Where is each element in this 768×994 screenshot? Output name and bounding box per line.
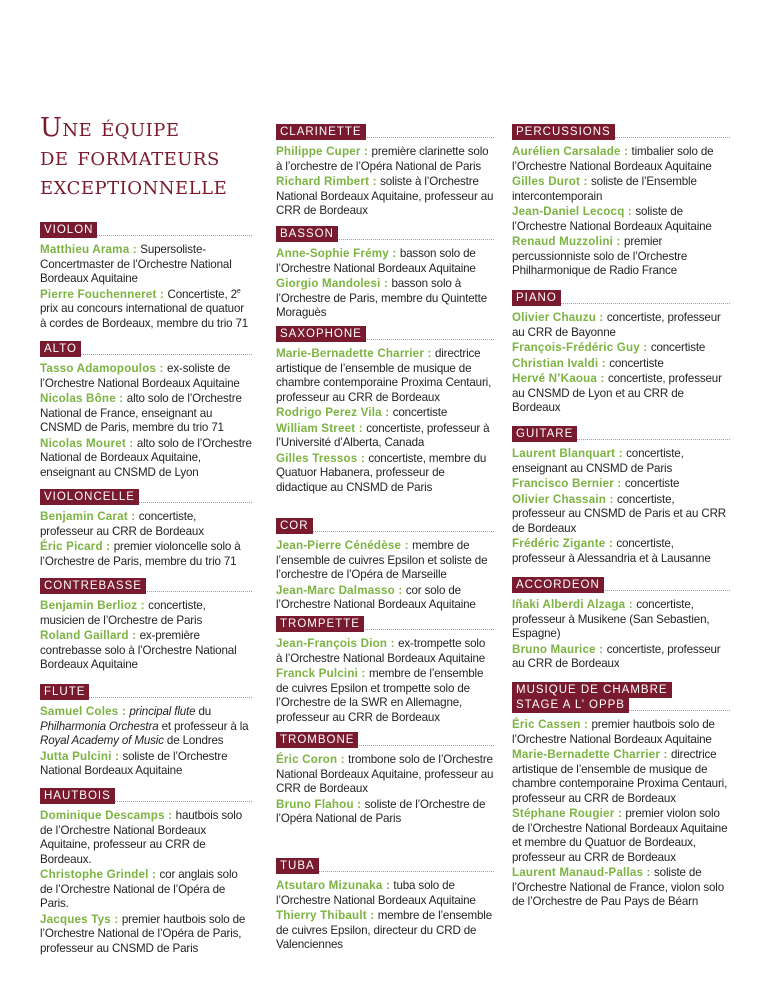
person-name: Jean-Marc Dalmasso : <box>276 584 406 597</box>
person-desc: Supersoliste-Concertmaster de l’Orchestre National Bordeaux Aquitaine <box>40 243 232 285</box>
person-name: Francisco Bernier : <box>512 477 625 490</box>
person-name: Pierre Fouchenneret : <box>40 288 167 301</box>
list-item <box>512 866 730 910</box>
section-header <box>512 288 730 305</box>
person-desc: cor solo de l’Orchestre National Bordeaux Aquitaine <box>276 583 476 611</box>
person-desc: premier hautbois solo de l’Orchestre National de l’Opéra de Paris, professeur au CNSMD de Paris <box>40 912 246 955</box>
section-header <box>40 220 252 237</box>
section-header <box>512 424 730 441</box>
title-line: de formateurs <box>40 142 220 172</box>
section-label: VIOLON <box>40 222 97 238</box>
section-label: VIOLONCELLE <box>40 489 139 505</box>
person-name: Jean-François Dion : <box>276 637 398 650</box>
person-name: Gilles Tressos : <box>276 452 368 465</box>
section-musique-de-chambre <box>512 680 730 911</box>
person-desc: Concertiste, 2 <box>167 287 237 301</box>
list-item <box>40 510 252 539</box>
person-name: Olivier Chassain : <box>512 493 617 506</box>
section-trompette <box>276 614 494 726</box>
list-item <box>40 913 252 957</box>
list-item <box>40 705 252 749</box>
section-accordeon <box>512 575 730 673</box>
section-label: PERCUSSIONS <box>512 124 615 140</box>
list-item <box>512 477 730 492</box>
list-item <box>512 145 730 174</box>
person-name: Benjamin Carat : <box>40 510 139 523</box>
person-name: Franck Pulcini : <box>276 667 369 680</box>
list-item <box>40 750 252 779</box>
list-item <box>276 584 494 613</box>
person-name: Nicolas Mouret : <box>40 437 137 450</box>
person-name: Christophe Grindel : <box>40 868 160 881</box>
section-saxophone <box>276 324 494 496</box>
person-name: Anne-Sophie Frémy : <box>276 247 400 260</box>
list-item <box>40 809 252 867</box>
section-header <box>40 682 252 699</box>
person-name: Bruno Flahou : <box>276 798 365 811</box>
superscript: e <box>236 287 241 295</box>
person-desc: concertiste, membre du Quatuor Habanera, professeur de didactique au CNSMD de Paris <box>276 451 487 494</box>
person-name: Bruno Maurice : <box>512 643 607 656</box>
person-desc: concertiste, professeur au CRR de Bordeaux <box>512 642 721 670</box>
section-violon <box>40 220 252 332</box>
section-label: SAXOPHONE <box>276 326 366 342</box>
person-name: Aurélien Carsalade : <box>512 145 632 158</box>
title-line: Une équipe <box>40 113 180 143</box>
section-label: BASSON <box>276 226 338 242</box>
list-item <box>40 540 252 569</box>
person-name: Samuel Coles : <box>40 705 129 718</box>
section-label: MUSIQUE DE CHAMBRE <box>512 682 672 698</box>
person-name: Matthieu Arama : <box>40 243 140 256</box>
person-desc: alto solo de l’Orchestre National de Bordeaux Aquitaine, enseignant au CNSMD de Lyon <box>40 436 252 479</box>
section-trombone <box>276 730 494 828</box>
section-label: TROMPETTE <box>276 616 364 632</box>
person-name: Iñaki Alberdi Alzaga : <box>512 598 636 611</box>
list-item <box>276 452 494 496</box>
person-desc: concertiste, enseignant au CNSMD de Paris <box>512 447 684 475</box>
person-desc: ex-trompette solo à l’Orchestre National Bordeaux Aquitaine <box>276 637 486 665</box>
person-name: Roland Gaillard : <box>40 629 140 642</box>
list-item <box>276 753 494 797</box>
list-item <box>40 392 252 436</box>
person-name: Éric Cassen : <box>512 718 592 731</box>
list-item <box>512 311 730 340</box>
person-desc: Philharmonia Orchestra <box>40 719 159 733</box>
person-name: William Street : <box>276 422 366 435</box>
person-desc: timbalier solo de l’Orchestre National Bordeaux Aquitaine <box>512 145 714 173</box>
person-desc: soliste de l’Orchestre de l’Opéra National de Paris <box>276 797 486 825</box>
person-desc: basson solo de l’Orchestre National Bordeaux Aquitaine <box>276 247 476 275</box>
list-item <box>276 879 494 908</box>
list-item <box>276 667 494 725</box>
person-desc: et professeur à la <box>158 719 249 733</box>
list-item <box>512 175 730 204</box>
person-desc: alto solo de l’Orchestre National de France, enseignant au CNSMD de Paris, membre du trio 71 <box>40 392 242 434</box>
list-item <box>512 493 730 537</box>
person-desc: ex-soliste de l’Orchestre National Bordeaux Aquitaine <box>40 362 240 390</box>
person-name: Olivier Chauzu : <box>512 311 607 324</box>
section-label: TROMBONE <box>276 732 358 748</box>
section-contrebasse <box>40 576 252 674</box>
section-label: GUITARE <box>512 426 577 442</box>
section-cor <box>276 516 494 614</box>
person-name: Jean-Pierre Cénédèse : <box>276 539 412 552</box>
person-desc: de Londres <box>163 734 224 747</box>
list-item <box>512 718 730 747</box>
person-desc: trombone solo de l’Orchestre National Bordeaux Aquitaine, professeur au CRR de Bordeaux <box>276 753 494 795</box>
section-header <box>40 339 252 356</box>
person-name: Hervé N’Kaoua : <box>512 372 608 385</box>
section-header <box>276 730 494 747</box>
list-item <box>40 599 252 628</box>
section-percussions <box>512 122 730 280</box>
person-name: Marie-Bernadette Charrier : <box>276 347 435 360</box>
section-label: CLARINETTE <box>276 124 366 140</box>
section-label: HAUTBOIS <box>40 788 115 804</box>
list-item <box>276 798 494 827</box>
person-name: Thierry Thibault : <box>276 909 378 922</box>
person-name: Dominique Descamps : <box>40 809 176 822</box>
person-desc: premier violon solo de l’Orchestre National Bordeaux Aquitaine et membre du Quatuor de Bordeaux, professeur au CRR de Bordeaux <box>512 807 728 864</box>
person-desc: concertiste, professeur à l’Université d’Alberta, Canada <box>276 421 490 449</box>
person-desc: hautbois solo de l’Orchestre National Bordeaux Aquitaine, professeur au CRR de Bordeaux. <box>40 809 243 866</box>
person-desc: cor anglais solo de l’Orchestre National de l’Opéra de Paris. <box>40 868 238 910</box>
section-header <box>40 576 252 593</box>
person-name: Giorgio Mandolesi : <box>276 277 391 290</box>
list-item <box>40 362 252 391</box>
person-name: Laurent Blanquart : <box>512 447 626 460</box>
person-desc: membre de l’ensemble de cuivres Epsilon et soliste de l’orchestre de l’Opéra de Marseille <box>276 539 488 581</box>
list-item <box>276 406 494 421</box>
person-name: Laurent Manaud-Pallas : <box>512 866 654 879</box>
section-header <box>512 122 730 139</box>
list-item <box>276 422 494 451</box>
person-desc: concertiste <box>650 341 706 354</box>
section-label: PIANO <box>512 290 561 306</box>
list-item <box>40 437 252 481</box>
person-desc: ex-première contrebasse solo à l’Orchestre National Bordeaux Aquitaine <box>40 629 237 671</box>
person-desc: soliste de l’Orchestre National Bordeaux Aquitaine <box>40 749 228 777</box>
list-item <box>276 277 494 321</box>
person-desc: directrice artistique de l’ensemble de musique de chambre contemporaine Proxima Centauri, professeur au CRR de Bordeaux <box>276 347 492 404</box>
section-header <box>276 516 494 533</box>
list-item <box>512 598 730 642</box>
list-item <box>40 868 252 912</box>
section-header <box>276 224 494 241</box>
person-desc: premier violoncelle solo à l’Orchestre de Paris, membre du trio 71 <box>40 540 241 568</box>
person-desc: concertiste, professeur au CRR de Bayonne <box>512 311 721 339</box>
person-name: Benjamin Berlioz : <box>40 599 148 612</box>
person-desc: concertiste, musicien de l’Orchestre de Paris <box>40 599 206 627</box>
list-item <box>276 637 494 666</box>
person-name: Atsutaro Mizunaka : <box>276 879 393 892</box>
section-guitare <box>512 424 730 567</box>
section-header <box>276 614 494 631</box>
list-item <box>276 539 494 583</box>
section-label: STAGE A L’ OPPB <box>512 697 629 713</box>
person-desc: du <box>195 705 212 718</box>
person-name: Jutta Pulcini : <box>40 750 122 763</box>
list-item <box>276 145 494 174</box>
section-label: ALTO <box>40 341 81 357</box>
person-name: Jean-Daniel Lecocq : <box>512 205 635 218</box>
person-desc: concertiste, professeur à Musikene (San Sebastien, Espagne) <box>512 598 710 640</box>
section-label: ACCORDEON <box>512 577 604 593</box>
person-desc: soliste de l’Orchestre National Bordeaux Aquitaine <box>512 205 712 233</box>
title-line: exceptionnelle <box>40 171 228 201</box>
person-name: Tasso Adamopoulos : <box>40 362 167 375</box>
section-hautbois <box>40 786 252 957</box>
list-item <box>512 372 730 416</box>
list-item <box>512 643 730 672</box>
list-item <box>40 243 252 287</box>
person-desc: première clarinette solo à l’orchestre de l’Opéra National de Paris <box>276 145 489 173</box>
list-item <box>512 205 730 234</box>
list-item <box>276 175 494 219</box>
person-name: Philippe Cuper : <box>276 145 372 158</box>
person-name: Éric Picard : <box>40 540 114 553</box>
section-label: CONTREBASSE <box>40 578 146 594</box>
section-alto <box>40 339 252 481</box>
person-desc: concertiste, professeur au CNSMD de Paris et au CRR de Bordeaux <box>512 492 727 535</box>
section-tuba <box>276 856 494 954</box>
person-name: Nicolas Bône : <box>40 392 127 405</box>
person-desc: concertiste, professeur au CRR de Bordeaux <box>40 510 204 538</box>
person-desc: concertiste <box>624 477 680 490</box>
person-desc: Royal Academy of Music <box>40 734 164 747</box>
person-desc: prix au concours international de quatuor à cordes de Bordeaux, membre du trio 71 <box>40 302 249 330</box>
list-item <box>512 357 730 372</box>
list-item <box>512 748 730 806</box>
person-name: Renaud Muzzolini : <box>512 235 624 248</box>
person-desc: concertiste <box>609 356 664 370</box>
person-name: Jacques Tys : <box>40 913 122 926</box>
section-header <box>512 575 730 592</box>
section-header <box>40 487 252 504</box>
section-label: TUBA <box>276 858 319 874</box>
person-desc: premier hautbois solo de l’Orchestre National Bordeaux Aquitaine <box>512 718 715 746</box>
list-item <box>40 629 252 673</box>
person-name: Stéphane Rougier : <box>512 807 625 820</box>
section-header <box>276 324 494 341</box>
person-desc: directrice artistique de l’ensemble de musique de chambre contemporaine Proxima Centauri, professeur au CRR de Bordeaux <box>512 748 728 805</box>
section-violoncelle <box>40 487 252 570</box>
person-desc: tuba solo de l’Orchestre National Bordeaux Aquitaine <box>276 879 476 907</box>
person-name: Richard Rimbert : <box>276 175 380 188</box>
person-desc: soliste de l’Ensemble intercontemporain <box>512 175 697 203</box>
list-item <box>512 235 730 279</box>
person-desc: concertiste, professeur à Alessandria et à Lausanne <box>512 537 711 565</box>
section-header <box>40 786 252 803</box>
person-name: Frédéric Zigante : <box>512 537 616 550</box>
person-desc: basson solo à l’Orchestre de Paris, membre du Quintette Moraguès <box>276 277 488 319</box>
page-title <box>40 114 255 201</box>
person-desc: membre de l’ensemble de cuivres Epsilon et trompette solo de l’Orchestre de la SWR en Allemagne, professeur au CRR de Bordeaux <box>276 667 484 724</box>
person-desc: soliste à l’Orchestre National Bordeaux Aquitaine, professeur au CRR de Bordeaux <box>276 175 494 217</box>
person-desc: principal flute <box>129 705 196 718</box>
list-item <box>40 288 252 332</box>
person-name: Gilles Durot : <box>512 175 591 188</box>
person-desc: concertiste, professeur au CNSMD de Lyon et au CRR de Bordeaux <box>512 372 722 414</box>
section-header <box>512 680 730 712</box>
section-flute <box>40 682 252 780</box>
person-name: Éric Coron : <box>276 753 348 766</box>
section-label: FLUTE <box>40 684 89 700</box>
list-item <box>512 341 730 356</box>
person-desc: concertiste <box>392 406 448 419</box>
section-header <box>276 122 494 139</box>
section-basson <box>276 224 494 322</box>
person-name: François-Frédéric Guy : <box>512 341 651 354</box>
list-item <box>276 909 494 953</box>
person-name: Christian Ivaldi : <box>512 357 609 370</box>
person-desc: membre de l’ensemble de cuivres Epsilon, directeur du CRD de Valenciennes <box>276 909 492 951</box>
list-item <box>276 247 494 276</box>
section-clarinette <box>276 122 494 220</box>
list-item <box>512 807 730 865</box>
section-piano <box>512 288 730 417</box>
list-item <box>512 537 730 566</box>
person-desc: soliste de l’Orchestre National de France, violon solo de l’Orchestre de Pau Pays de Béarn <box>512 866 725 908</box>
person-name: Rodrigo Perez Vila : <box>276 406 393 419</box>
section-label: COR <box>276 518 313 534</box>
list-item <box>276 347 494 405</box>
person-name: Marie-Bernadette Charrier : <box>512 748 671 761</box>
section-header <box>276 856 494 873</box>
person-desc: premier percussionniste solo de l’Orchestre Philharmonique de Radio France <box>512 235 688 277</box>
list-item <box>512 447 730 476</box>
